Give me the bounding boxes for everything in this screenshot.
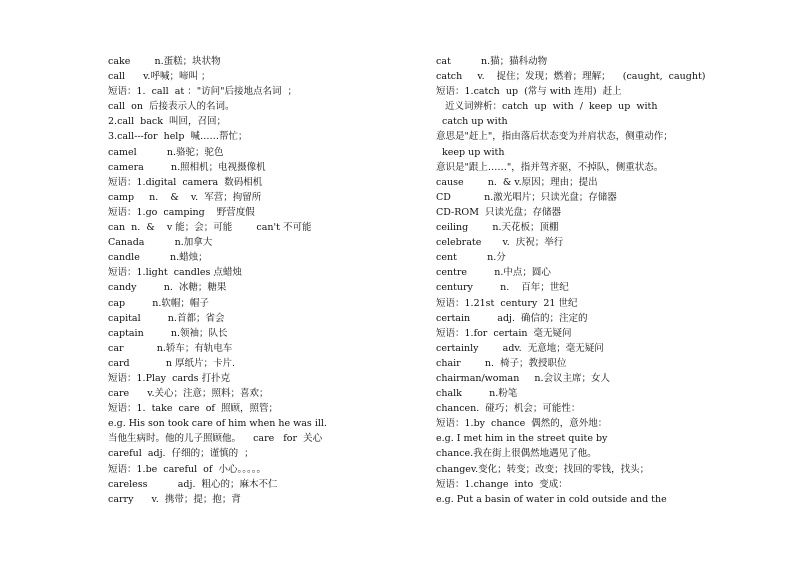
text-line: Canada n.加拿大 <box>108 237 213 249</box>
text-line: 短语：1.21st century 21 世纪 <box>436 297 578 309</box>
text-line: call v.呼喊；啼叫 ； <box>108 71 211 83</box>
text-line: candle n.蜡烛； <box>108 252 208 264</box>
text-line: 短语：1.Play cards 打扑克 <box>108 372 231 384</box>
text-line: chancen. 碰巧；机会；可能性： <box>436 403 581 415</box>
text-line: 短语：1. take care of 照顾，照管； <box>108 403 278 415</box>
text-line: 短语：1.for certain 毫无疑问 <box>436 327 572 339</box>
text-line: celebrate v. 庆祝；举行 <box>436 237 564 249</box>
text-line: chairman/woman n.会议主席；女人 <box>436 372 611 384</box>
text-line: 短语：1.digital camera 数码相机 <box>108 176 263 188</box>
text-line: 意识是"跟上……"，指并驾齐驱，不掉队，侧重状态。 <box>436 161 664 173</box>
text-line: care v.关心；注意；照料；喜欢； <box>108 388 269 400</box>
text-line: certainly adv. 无意地；毫无疑问 <box>436 342 604 354</box>
text-line: 短语：1. call at ："访问"后接地点名词 ； <box>108 86 297 98</box>
text-line: candy n. 冰糖；糖果 <box>108 282 227 294</box>
text-line: 3.call---for help 喊……帮忙； <box>108 131 248 143</box>
text-line: e.g. I met him in the street quite by <box>436 433 608 445</box>
text-line: 近义词辨析：catch up with / keep up with <box>436 101 658 113</box>
text-line: 短语：1.catch up (常与 with 连用) 赶上 <box>436 86 622 98</box>
text-line: 意思是"赶上"，指由落后状态变为并肩状态，侧重动作； <box>436 131 673 143</box>
text-line: captain n.领袖；队长 <box>108 327 228 339</box>
text-line: 当他生病时。他的儿子照顾他。 care for 关心 <box>108 433 323 445</box>
text-line: cake n.蛋糕；块状物 <box>108 56 221 67</box>
text-line: camera n.照相机；电视摄像机 <box>108 161 266 173</box>
text-line: keep up with <box>436 146 505 158</box>
text-line: card n 厚纸片；卡片. <box>108 357 236 369</box>
text-line: carry v. 携带；提；抱；背 <box>108 493 241 505</box>
text-line: 短语：1.be careful of 小心。。。。。 <box>108 463 266 475</box>
text-line: car n.轿车；有轨电车 <box>108 342 233 354</box>
text-line: 短语：1.change into 变成： <box>436 478 568 490</box>
text-line: chance.我在街上很偶然地遇见了他。 <box>436 448 597 460</box>
text-line: cat n.猫；猫科动物 <box>436 56 548 67</box>
text-line: CD-ROM 只读光盘；存储器 <box>436 206 561 218</box>
left-column <box>108 54 408 507</box>
text-line: cap n.软帽；帽子 <box>108 297 209 309</box>
text-line: cent n.分 <box>436 252 506 264</box>
text-line: can n. & v 能；会；可能 can't 不可能 <box>108 222 312 234</box>
text-line: CD n.激光唱片；只读光盘；存储器 <box>436 191 617 203</box>
text-line: camel n.骆驼；驼色 <box>108 146 224 158</box>
text-line: call on 后接表示人的名词。 <box>108 101 235 113</box>
text-line: e.g. His son took care of him when he was ill. <box>108 418 327 430</box>
text-line: capital n.首都；省会 <box>108 312 225 324</box>
text-line: catch v. 捉住；发现；燃着；理解； (caught, caught) <box>436 71 706 83</box>
text-line: chalk n.粉笔 <box>436 388 518 400</box>
text-line: catch up with <box>436 116 508 128</box>
text-line: certain adj. 确信的；注定的 <box>436 312 588 324</box>
text-line: ceiling n.天花板；顶棚 <box>436 222 559 234</box>
text-line: changev.变化；转变；改变；找回的零钱，找头； <box>436 463 650 475</box>
right-column <box>436 54 736 507</box>
text-line: careless adj. 粗心的；麻木不仁 <box>108 478 278 490</box>
text-line: 短语：1.go camping 野营度假 <box>108 206 255 218</box>
text-line: careful adj. 仔细的；谨慎的 ； <box>108 448 254 460</box>
text-line: chair n. 椅子；教授职位 <box>436 357 567 369</box>
text-line: cause n. & v.原因；理由；提出 <box>436 176 598 188</box>
text-line: e.g. Put a basin of water in cold outside and the <box>436 493 667 505</box>
text-line: 短语：1.light candles 点蜡烛 <box>108 267 242 279</box>
text-line: centre n.中点；圆心 <box>436 267 551 279</box>
text-line: 2.call back 叫回，召回； <box>108 116 227 128</box>
text-line: camp n. & v. 军营；拘留所 <box>108 191 262 203</box>
text-line: century n. 百年；世纪 <box>436 282 569 294</box>
text-line: 短语：1.by chance 偶然的，意外地： <box>436 418 608 430</box>
